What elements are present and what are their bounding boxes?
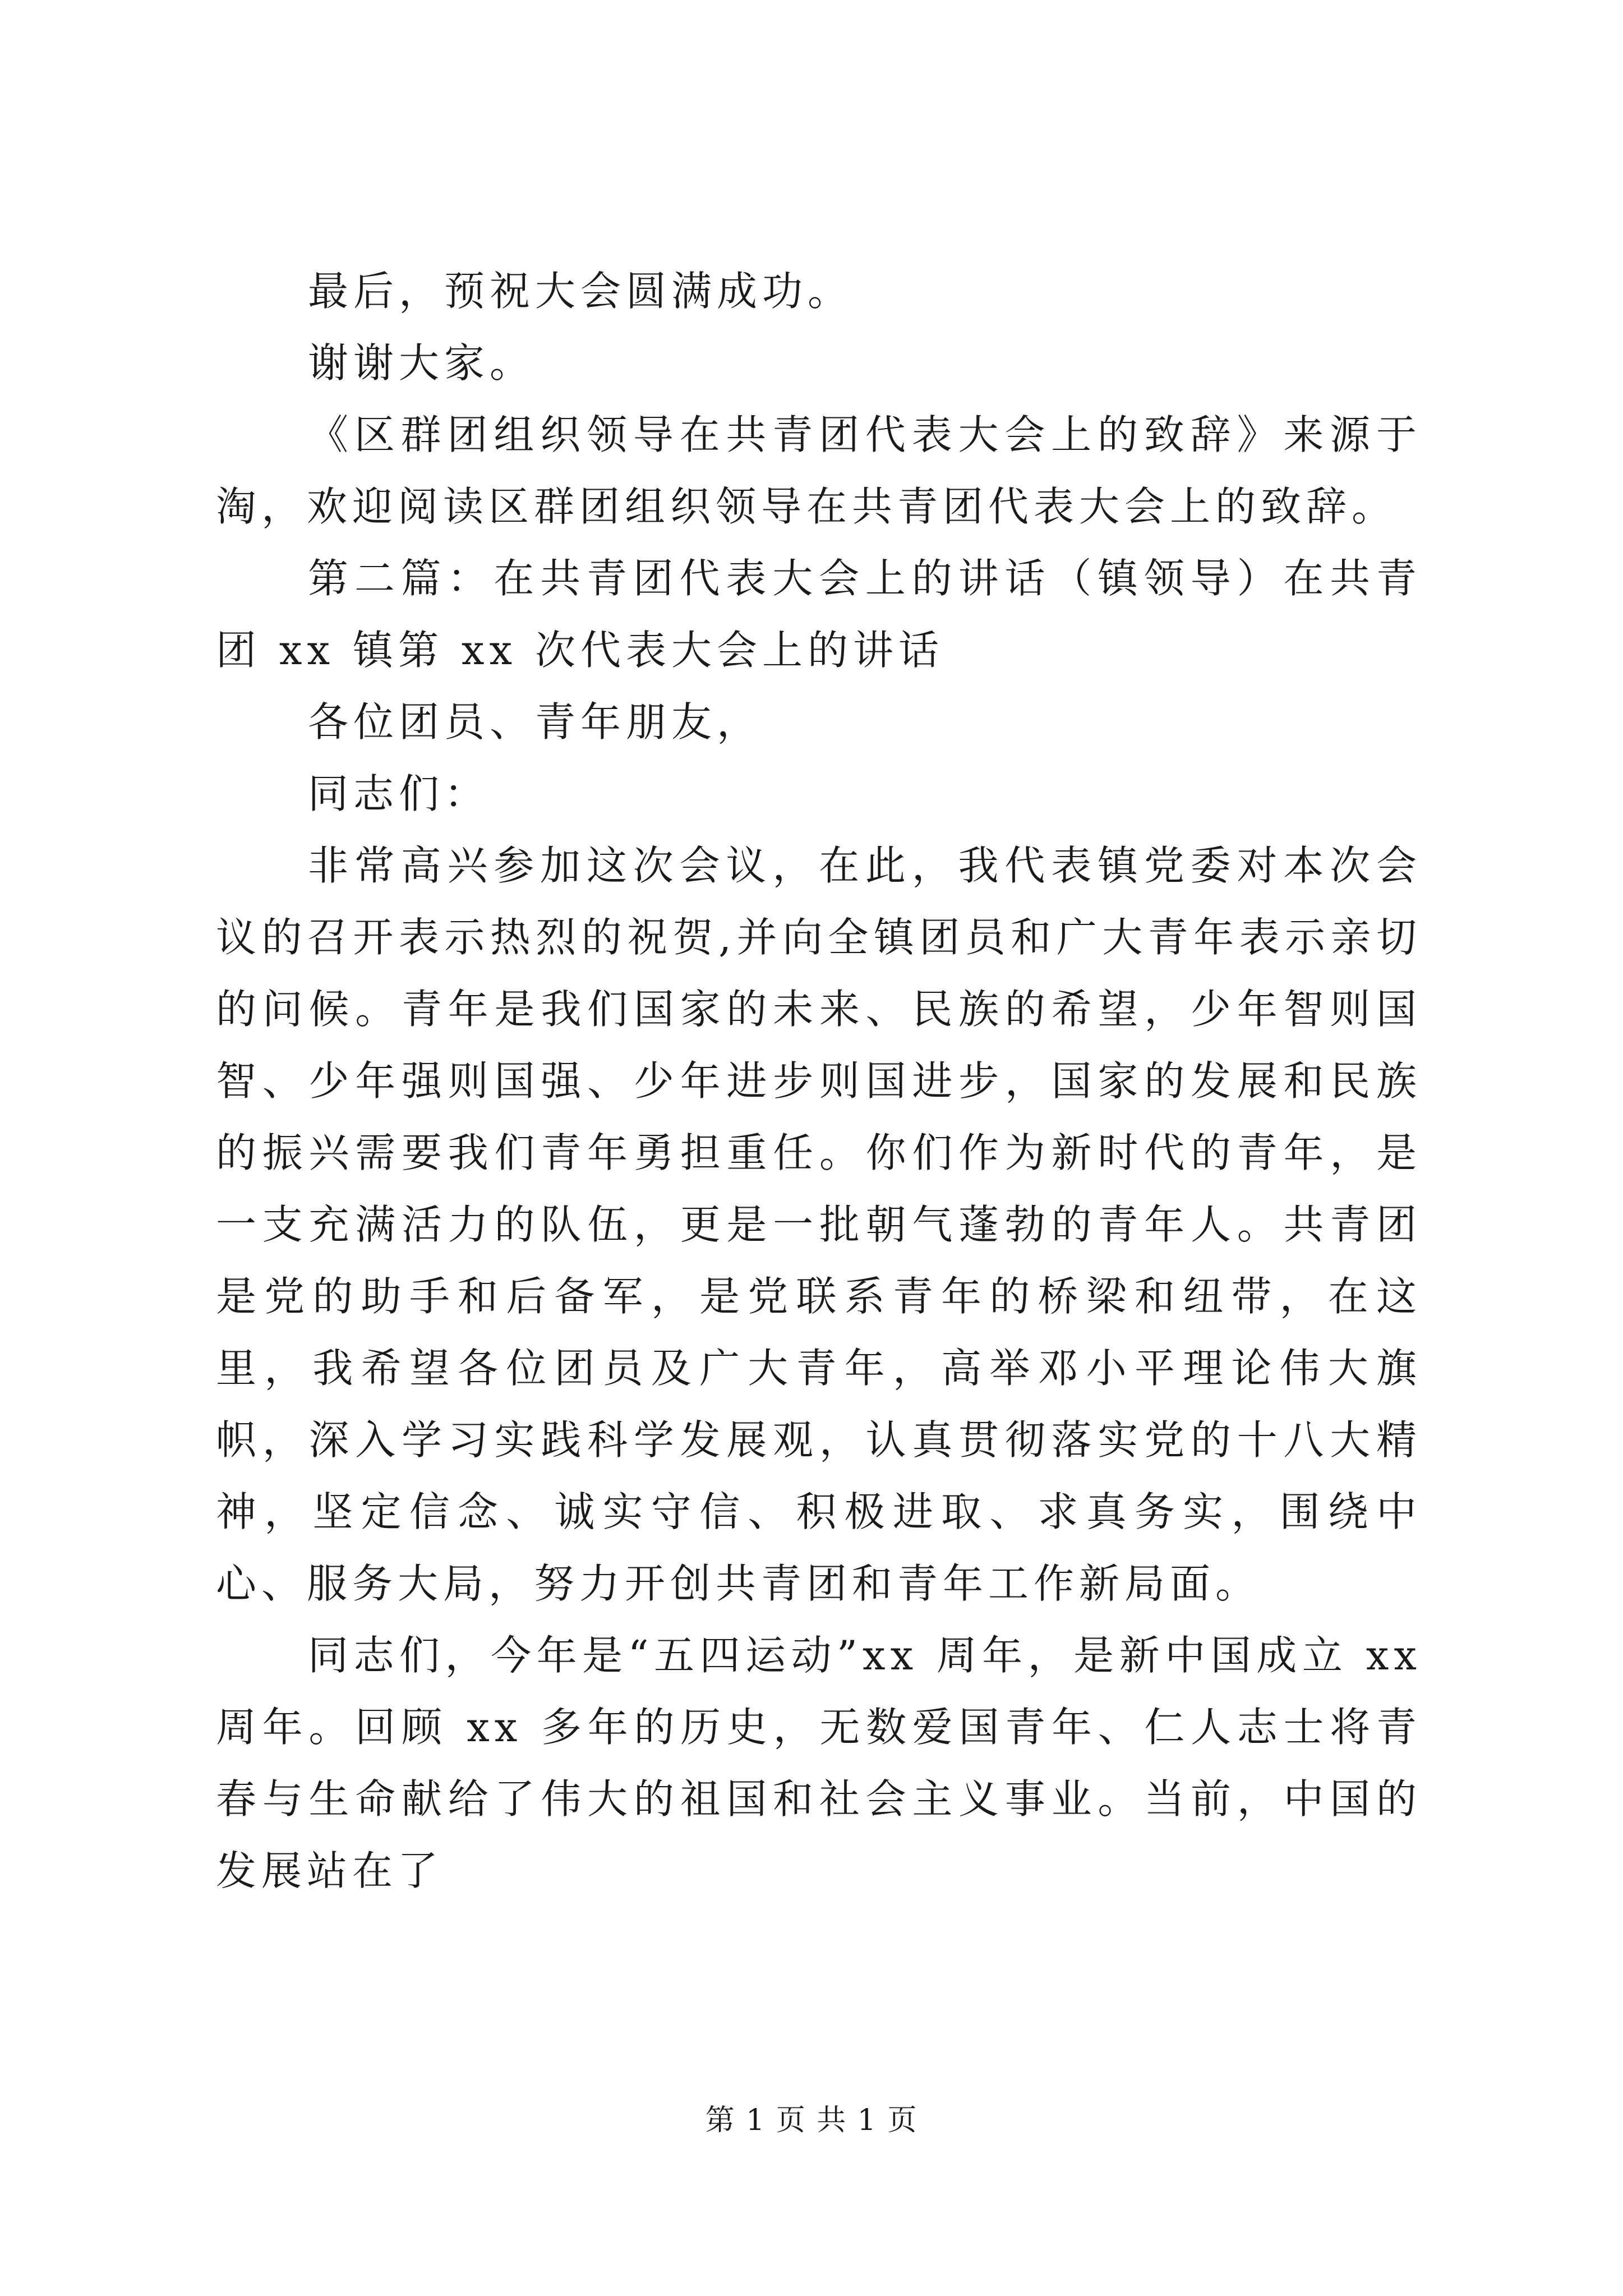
page-footer: 第 1 页 共 1 页 [705, 2104, 918, 2137]
salutation-paragraph: 同志们： [308, 770, 490, 817]
greeting-paragraph: 各位团员、青年朋友， [308, 698, 763, 746]
document-body [216, 255, 1422, 1907]
closing-wish-paragraph: 最后，预祝大会圆满成功。 [308, 268, 854, 315]
source-note-paragraph: 《区群团组织领导在共青团代表大会上的致辞》来源于淘，欢迎阅读区群团组织领导在共青团代表大会上的致辞。 [216, 411, 1422, 530]
speech-body-paragraph: 非常高兴参加这次会议，在此，我代表镇党委对本次会议的召开表示热烈的祝贺,并向全镇团员和广大青年表示亲切的问候。青年是我们国家的未来、民族的希望，少年智则国智、少年强则国强、少年进步则国进步，国家的发展和民族的振兴需要我们青年勇担重任。你们作为新时代的青年，是一支充满活力的队伍，更是一批朝气蓬勃的青年人。共青团是党的助手和后备军，是党联系青年的桥梁和纽带，在这里，我希望各位团员及广大青年，高举邓小平理论伟大旗帜，深入学习实践科学发展观，认真贯彻落实党的十八大精神，坚定信念、诚实守信、积极进取、求真务实，围绕中心、服务大局，努力开创共青团和青年工作新局面。 [216, 842, 1422, 1607]
thanks-paragraph: 谢谢大家。 [308, 339, 536, 386]
section-heading-paragraph: 第二篇：在共青团代表大会上的讲话（镇领导）在共青团 xx 镇第 xx 次代表大会上的讲话 [216, 555, 1422, 674]
speech-continuation-paragraph: 同志们，今年是“五四运动”xx 周年，是新中国成立 xx 周年。回顾 xx 多年的历史，无数爱国青年、仁人志士将青春与生命献给了伟大的祖国和社会主义事业。当前，中国的发展站在了 [216, 1632, 1422, 1894]
